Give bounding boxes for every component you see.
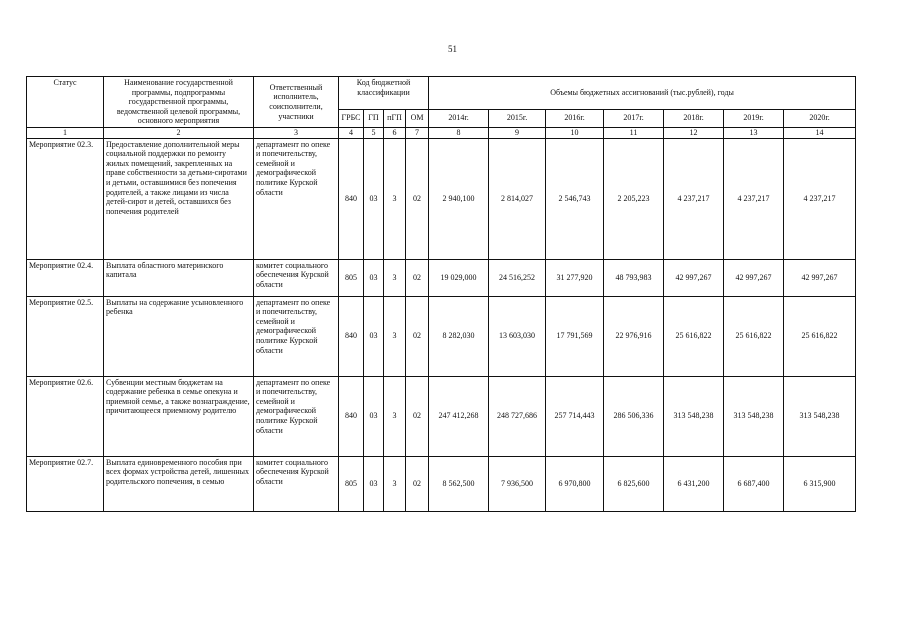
- table-row: [27, 376, 856, 456]
- row-value: 19 029,000: [429, 259, 489, 296]
- column-number: 11: [604, 127, 664, 138]
- column-number: 9: [489, 127, 546, 138]
- row-executor: комитет социального обеспечения Курской области: [254, 259, 339, 296]
- row-value: 13 603,030: [489, 296, 546, 376]
- column-number: 1: [27, 127, 104, 138]
- row-code-om: 02: [406, 296, 429, 376]
- column-number: 7: [406, 127, 429, 138]
- row-value: 6 687,400: [724, 456, 784, 511]
- row-value: 4 237,217: [664, 138, 724, 259]
- column-number: 2: [104, 127, 254, 138]
- header-status: Статус: [27, 77, 104, 128]
- row-value: 247 412,268: [429, 376, 489, 456]
- row-value: 25 616,822: [664, 296, 724, 376]
- row-code-pgp: 3: [384, 376, 406, 456]
- table-row: [27, 296, 856, 376]
- row-code-gp: 03: [364, 296, 384, 376]
- row-value: 2 546,743: [546, 138, 604, 259]
- row-value: 8 282,030: [429, 296, 489, 376]
- row-name: Предоставление дополнительной меры социальной поддержки по ремонту жилых помещений, закрепленных на праве собственности за детьми-сиротами и детьми, оставшимися без попечения родителей, а также лицами из числа детей-сирот и детей, оставшихся без попечения родителей: [104, 138, 254, 259]
- row-value: 8 562,500: [429, 456, 489, 511]
- row-name: Выплата единовременного пособия при всех формах устройства детей, лишенных родительского попечения, в семью: [104, 456, 254, 511]
- row-code-pgp: 3: [384, 456, 406, 511]
- row-value: 313 548,238: [784, 376, 856, 456]
- row-code-grbs: 840: [339, 138, 364, 259]
- row-value: 257 714,443: [546, 376, 604, 456]
- row-value: 6 315,900: [784, 456, 856, 511]
- row-value: 22 976,916: [604, 296, 664, 376]
- row-code-pgp: 3: [384, 296, 406, 376]
- table-row: [27, 138, 856, 259]
- header-year: 2017г.: [604, 109, 664, 127]
- header-name: Наименование государственной программы, подпрограммы государственной программы, ведомственной целевой программы, основного мероприятия: [104, 77, 254, 128]
- header-year: 2019г.: [724, 109, 784, 127]
- column-number: 5: [364, 127, 384, 138]
- header-year: 2018г.: [664, 109, 724, 127]
- row-value: 42 997,267: [784, 259, 856, 296]
- row-code-grbs: 840: [339, 296, 364, 376]
- row-code-grbs: 805: [339, 456, 364, 511]
- row-status: Мероприятие 02.3.: [27, 138, 104, 259]
- row-code-om: 02: [406, 259, 429, 296]
- row-status: Мероприятие 02.6.: [27, 376, 104, 456]
- row-value: 4 237,217: [724, 138, 784, 259]
- budget-table: [26, 76, 856, 512]
- row-value: 7 936,500: [489, 456, 546, 511]
- row-value: 6 825,600: [604, 456, 664, 511]
- header-year: 2016г.: [546, 109, 604, 127]
- header-row-top: [27, 77, 856, 110]
- column-number: 6: [384, 127, 406, 138]
- table-row: [27, 456, 856, 511]
- header-volumes: Объемы бюджетных ассигнований (тыс.рублей), годы: [429, 77, 856, 110]
- row-status: Мероприятие 02.4.: [27, 259, 104, 296]
- row-code-gp: 03: [364, 259, 384, 296]
- row-name: Выплаты на содержание усыновленного ребенка: [104, 296, 254, 376]
- column-number: 4: [339, 127, 364, 138]
- row-code-pgp: 3: [384, 259, 406, 296]
- header-code-gp: ГП: [364, 109, 384, 127]
- row-value: 17 791,569: [546, 296, 604, 376]
- column-number: 8: [429, 127, 489, 138]
- row-value: 2 814,027: [489, 138, 546, 259]
- row-value: 25 616,822: [784, 296, 856, 376]
- row-code-pgp: 3: [384, 138, 406, 259]
- row-executor: департамент по опеке и попечительству, семейной и демографической политике Курской области: [254, 296, 339, 376]
- column-number: 12: [664, 127, 724, 138]
- row-value: 6 431,200: [664, 456, 724, 511]
- row-value: 2 205,223: [604, 138, 664, 259]
- row-code-grbs: 840: [339, 376, 364, 456]
- row-executor: департамент по опеке и попечительству, семейной и демографической политике Курской области: [254, 138, 339, 259]
- row-value: 48 793,983: [604, 259, 664, 296]
- column-number: 3: [254, 127, 339, 138]
- column-number-row: [27, 127, 856, 138]
- row-status: Мероприятие 02.5.: [27, 296, 104, 376]
- row-code-om: 02: [406, 138, 429, 259]
- header-year: 2015г.: [489, 109, 546, 127]
- row-code-gp: 03: [364, 456, 384, 511]
- header-code-om: ОМ: [406, 109, 429, 127]
- row-value: 248 727,686: [489, 376, 546, 456]
- row-value: 42 997,267: [664, 259, 724, 296]
- row-value: 25 616,822: [724, 296, 784, 376]
- header-budget-code: Код бюджетной классификации: [339, 77, 429, 110]
- header-year: 2014г.: [429, 109, 489, 127]
- table-row: [27, 259, 856, 296]
- row-code-gp: 03: [364, 138, 384, 259]
- header-year: 2020г.: [784, 109, 856, 127]
- row-executor: департамент по опеке и попечительству, семейной и демографической политике Курской области: [254, 376, 339, 456]
- row-code-gp: 03: [364, 376, 384, 456]
- row-executor: комитет социального обеспечения Курской области: [254, 456, 339, 511]
- row-value: 286 506,336: [604, 376, 664, 456]
- header-executor: Ответственный исполнитель, соисполнители, участники: [254, 77, 339, 128]
- row-code-om: 02: [406, 456, 429, 511]
- row-value: 313 548,238: [664, 376, 724, 456]
- header-code-pgp: пГП: [384, 109, 406, 127]
- row-value: 2 940,100: [429, 138, 489, 259]
- row-value: 24 516,252: [489, 259, 546, 296]
- column-number: 10: [546, 127, 604, 138]
- row-code-om: 02: [406, 376, 429, 456]
- header-code-grbs: ГРБС: [339, 109, 364, 127]
- row-value: 31 277,920: [546, 259, 604, 296]
- row-name: Выплата областного материнского капитала: [104, 259, 254, 296]
- row-name: Субвенции местным бюджетам на содержание ребенка в семье опекуна и приемной семье, а также вознаграждение, причитающееся приемному родителю: [104, 376, 254, 456]
- row-value: 6 970,800: [546, 456, 604, 511]
- row-value: 313 548,238: [724, 376, 784, 456]
- row-status: Мероприятие 02.7.: [27, 456, 104, 511]
- row-value: 42 997,267: [724, 259, 784, 296]
- column-number: 13: [724, 127, 784, 138]
- column-number: 14: [784, 127, 856, 138]
- row-code-grbs: 805: [339, 259, 364, 296]
- row-value: 4 237,217: [784, 138, 856, 259]
- page-number: 51: [448, 44, 457, 54]
